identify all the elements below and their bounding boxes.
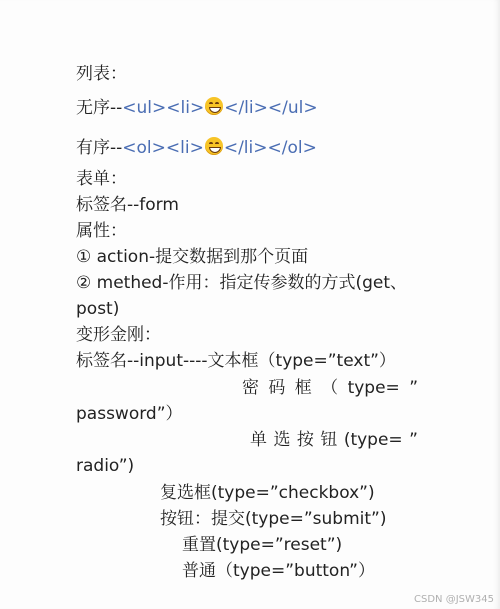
unordered-list-line: [76, 97, 318, 119]
radio-line2: radio”): [76, 456, 135, 476]
reset-line: 重置(type=”reset”): [182, 535, 343, 555]
attribute-action: ① action-提交数据到那个页面: [76, 247, 309, 267]
attribute-method-line1: ② methed-作用：指定传参数的方式(get、: [76, 273, 408, 293]
password-line: [242, 377, 418, 399]
password-part: ”: [409, 378, 418, 398]
ordered-code-close: </li></ol>: [223, 138, 317, 158]
radio-part: 单: [250, 430, 267, 450]
heading-input: 变形金刚：: [76, 325, 161, 345]
radio-part: ”: [409, 430, 418, 450]
password-line2: password”）: [76, 404, 183, 424]
input-text-line: 标签名--input----文本框（type=”text”）: [76, 351, 396, 371]
button-line: 普通（type=”button”）: [182, 561, 375, 581]
grinning-face-icon: [205, 137, 223, 155]
radio-line: [250, 429, 418, 451]
radio-part: 选: [273, 430, 291, 450]
checkbox-line: 复选框(type=”checkbox”): [160, 483, 375, 503]
radio-part: 钮: [320, 430, 338, 450]
password-part: （: [321, 378, 339, 398]
unordered-code-open: <ul><li>: [122, 98, 205, 118]
unordered-code-close: </li></ul>: [224, 98, 318, 118]
password-part: 密: [242, 378, 259, 398]
tag-form: 标签名--form: [76, 195, 179, 215]
unordered-prefix: 无序--: [76, 98, 123, 118]
submit-line: 按钮：提交(type=”submit”): [160, 509, 387, 529]
attribute-method-line2: post): [76, 299, 120, 319]
radio-part: 按: [296, 430, 314, 450]
ordered-code-open: <ol><li>: [122, 138, 204, 158]
password-part: 码: [268, 378, 286, 398]
ordered-list-line: [76, 137, 317, 159]
password-part: 框: [294, 378, 312, 398]
heading-attributes: 属性：: [76, 221, 127, 241]
watermark: CSDN @JSW345: [414, 594, 494, 605]
heading-form: 表单：: [76, 169, 127, 189]
grinning-face-icon: [205, 97, 223, 115]
ordered-prefix: 有序--: [76, 138, 123, 158]
password-part: type=: [347, 378, 400, 398]
heading-list: 列表：: [76, 64, 127, 84]
radio-part: (type=: [343, 430, 403, 450]
